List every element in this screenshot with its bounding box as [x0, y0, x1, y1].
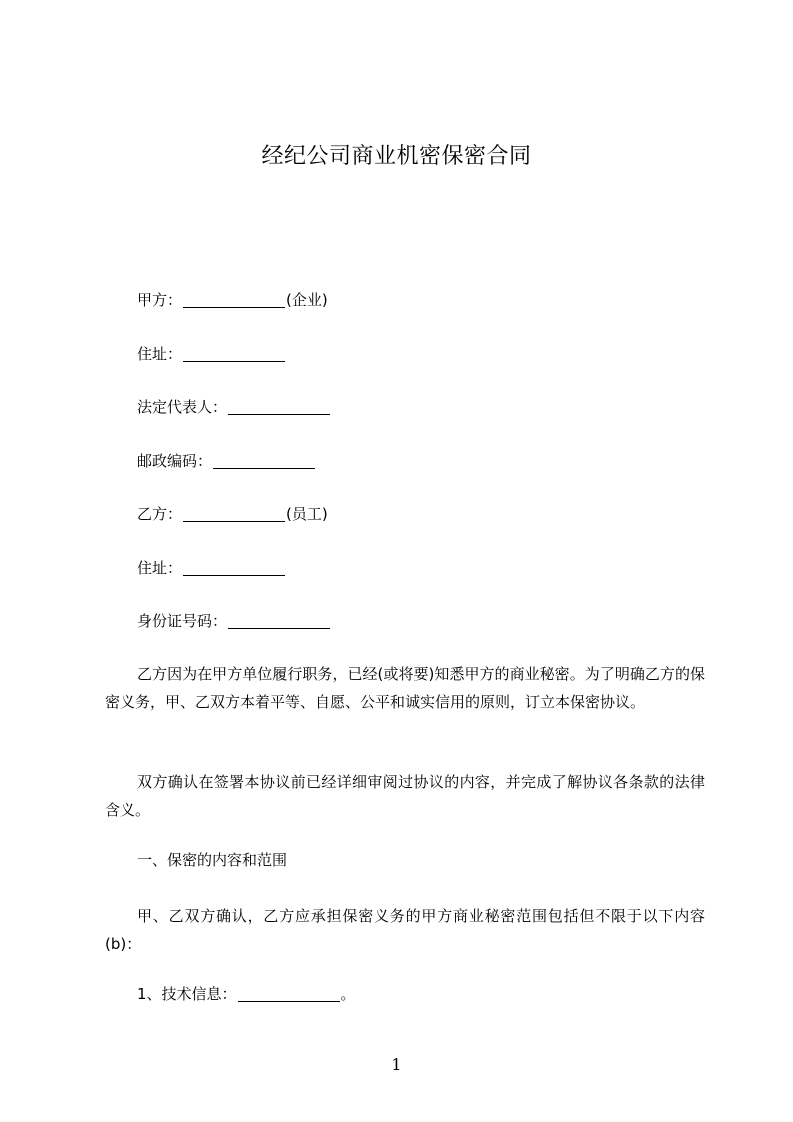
item-technical-info-label: 1、技术信息： [137, 985, 237, 1003]
paragraph-scope: 甲、乙双方确认，乙方应承担保密义务的甲方商业秘密范围包括但不限于以下内容(b)： [105, 907, 705, 953]
party-a-suffix: (企业) [286, 291, 328, 309]
postal-code-label: 邮政编码： [137, 452, 213, 470]
party-a-blank [183, 291, 285, 308]
section-heading-1 [137, 850, 287, 870]
paragraph-confirmation: 双方确认在签署本协议前已经详细审阅过协议的内容，并完成了解协议各条款的法律含义。 [105, 773, 705, 819]
id-number-blank [228, 612, 330, 629]
legal-rep-label: 法定代表人： [137, 398, 228, 416]
page-number: 1 [391, 1055, 402, 1074]
postal-code-blank [213, 452, 315, 469]
paragraph-intro: 乙方因为在甲方单位履行职务，已经(或将要)知悉甲方的商业秘密。为了明确乙方的保密义务，甲、乙双方本着平等、自愿、公平和诚实信用的原则，订立本保密协议。 [105, 665, 705, 711]
item-technical-info-blank [238, 985, 340, 1002]
party-b-address-label: 住址： [137, 559, 183, 577]
legal-rep-blank [228, 398, 330, 415]
postal-code-line [137, 451, 316, 471]
party-a-address-blank [183, 345, 285, 362]
party-b-address-blank [183, 559, 285, 576]
party-b-suffix: (员工) [286, 505, 328, 523]
party-a-address-label: 住址： [137, 345, 183, 363]
id-number-label: 身份证号码： [137, 612, 228, 630]
party-b-blank [183, 505, 285, 522]
document-title: 经纪公司商业机密保密合同 [261, 144, 532, 169]
legal-rep-line [137, 397, 331, 417]
item-technical-info-line [137, 984, 356, 1004]
party-a-address-line [137, 344, 286, 364]
id-number-line [137, 611, 331, 631]
party-b-line [137, 504, 328, 524]
party-b-label: 乙方： [137, 505, 183, 523]
party-b-address-line [137, 558, 286, 578]
item-technical-info-suffix: 。 [340, 985, 356, 1003]
party-a-label: 甲方： [137, 291, 183, 309]
section-heading-text: 一、保密的内容和范围 [137, 851, 288, 869]
party-a-line [137, 290, 328, 310]
